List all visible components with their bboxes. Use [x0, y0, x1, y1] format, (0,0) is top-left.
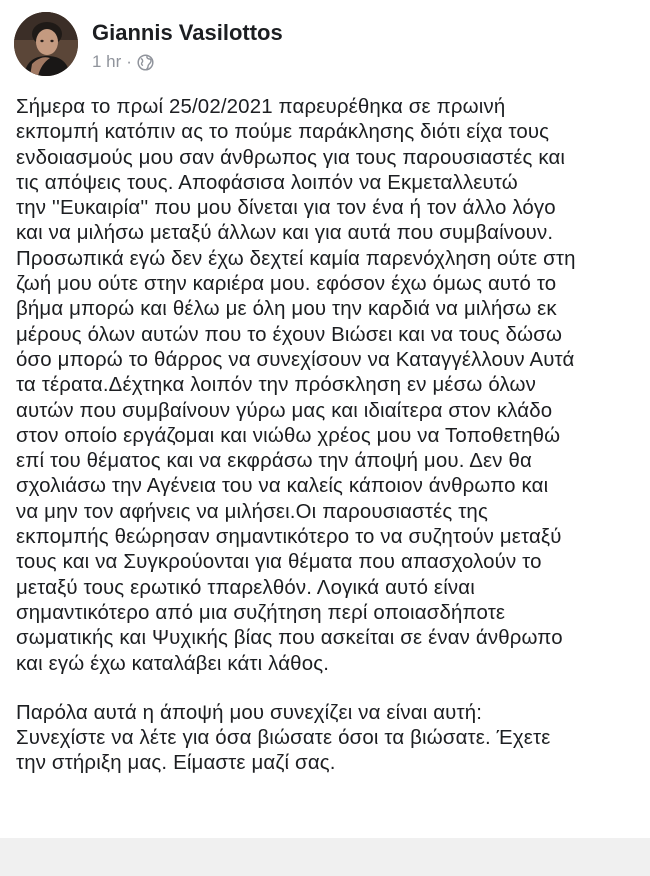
text-line: επί του θέματος και να εκφράσω την άποψή μου. Δεν θα: [16, 449, 532, 473]
text-line: στον οποίο εργάζομαι και νιώθω χρέος μου να Τοποθετηθώ: [16, 423, 561, 447]
post-header: [14, 10, 634, 78]
text-line: Παρόλα αυτά η άποψή μου συνεχίζει να είναι αυτή:: [16, 700, 483, 724]
text-line: όσο μπορώ το θάρρος να συνεχίσουν να Καταγγέλλουν Αυτά: [16, 347, 575, 371]
text-line: να μην τον αφήνεις να μιλήσει.Οι παρουσιαστές της: [16, 499, 488, 523]
text-line: Σήμερα το πρωί 25/02/2021 παρευρέθηκα σε πρωινή: [16, 95, 506, 118]
text-line: σωματικής και Ψυχικής βίας που ασκείται σε έναν άνθρωπο: [16, 626, 563, 650]
avatar-photo: [14, 12, 78, 76]
text-line: βήμα μπορώ και θέλω με όλη μου την καρδιά να μιλήσω εκ: [16, 297, 557, 321]
text-line: και εγώ έχω καταλάβει κάτι λάθος.: [16, 651, 330, 675]
post-footer-divider: [0, 838, 650, 876]
text-line: αυτών που συμβαίνουν γύρω μας και ιδιαίτερα στον κλάδο: [16, 398, 553, 422]
text-line: ενδοιασμούς μου σαν άνθρωπος για τους παρουσιαστές και: [16, 145, 566, 169]
text-line: εκπομπής θεώρησαν σημαντικότερο το να συζητούν μεταξύ: [16, 525, 562, 549]
text-line: μεταξύ τους ερωτικό τπαρελθόν. Λογικά αυτό είναι: [16, 575, 475, 599]
post-paragraph-2: [16, 700, 646, 776]
post-body: [16, 94, 646, 776]
globe-icon[interactable]: [137, 54, 154, 71]
author-name[interactable]: Giannis Vasilottos: [92, 20, 283, 45]
text-line: ζωή μου ούτε στην καριέρα μου. εφόσον έχω όμως αυτό το: [16, 272, 557, 296]
text-line: Συνεχίστε να λέτε για όσα βιώσατε όσοι τα βιώσατε. Έχετε: [16, 726, 551, 750]
post-timestamp[interactable]: 1 hr: [92, 52, 122, 71]
text-line: και να μιλήσω μεταξύ άλλων και για αυτά που συμβαίνουν.: [16, 221, 554, 245]
text-line: τα τέρατα.Δέχτηκα λοιπόν την πρόσκληση εν μέσω όλων: [16, 373, 537, 397]
paragraph-spacer: [16, 676, 646, 700]
text-line: Προσωπικά εγώ δεν έχω δεχτεί καμία παρενόχληση ούτε στη: [16, 246, 576, 270]
meta-separator: ·: [126, 52, 132, 71]
post-meta: [92, 52, 154, 72]
text-line: εκπομπή κατόπιν ας το πούμε παράκλησης διότι είχα τους: [16, 120, 550, 144]
text-line: τις απόψεις τους. Αποφάσισα λοιπόν να Εκμεταλλευτώ: [16, 170, 518, 194]
text-line: σχολιάσω την Αγένεια του να καλείς κάποιον άνθρωπο και: [16, 474, 549, 498]
author-avatar[interactable]: [14, 12, 78, 76]
text-line: την ''Ευκαιρία'' που μου δίνεται για τον ένα ή τον άλλο λόγο: [16, 196, 556, 220]
post-paragraph-1: [16, 94, 646, 676]
text-line: την στήριξη μας. Είμαστε μαζί σας.: [16, 751, 336, 775]
text-line: μέρους όλων αυτών που το έχουν Βιώσει και να τους δώσω: [16, 322, 563, 346]
text-line: τους και να Συγκρούονται για θέματα που απασχολούν το: [16, 550, 542, 574]
text-line: σημαντικότερο από μια συζήτηση περί οποιασδήποτε: [16, 600, 506, 624]
